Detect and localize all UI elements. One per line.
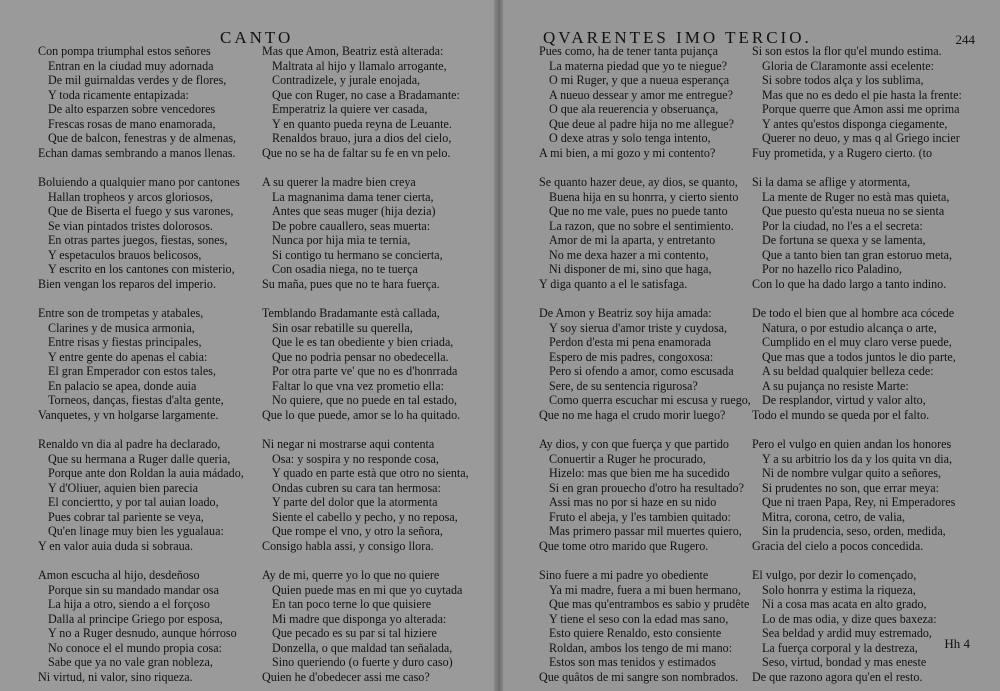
verse-line: Ay dios, y con que fuerça y que partido (539, 437, 729, 451)
verse-line: De pobre cauallero, seas muerta: (272, 218, 431, 233)
verse-line: Antes que seas muger (hija dezia) (272, 204, 436, 218)
verse-line: Que a tanto bien tan gran estoruo meta, (762, 247, 953, 262)
verse-line: Que mas que a todos juntos le dio parte, (762, 349, 956, 364)
verse-line: Quien he d'obedecer assi me caso? (262, 669, 430, 684)
verse-line: Donzella, o que maldad tan señalada, (272, 640, 453, 655)
verse-line: A nueuo dessear y amor me entregue? (549, 87, 734, 102)
verse-line: Amon escucha al hijo, desdeñoso (38, 568, 200, 582)
verse-line: Y d'Oliuer, aquien bien parecia (48, 480, 199, 495)
verse-line: Si son estos la flor qu'el mundo estima. (752, 44, 942, 58)
verse-line: A mi bien, a mi gozo y mi contento? (539, 145, 716, 160)
verse-line: O mi Ruger, y que a nueua esperança (549, 73, 730, 87)
running-head-left: CANTO (220, 28, 294, 47)
verse-line: Y quado en parte està que otro no sienta, (272, 466, 469, 480)
verse-line: Que deue al padre hija no me allegue? (549, 116, 735, 131)
stanza (539, 437, 751, 553)
verse-line: Cumplido en el muy claro verse puede, (762, 335, 952, 349)
verse-line: Que rompe el vno, y otro la señora, (272, 524, 443, 538)
verse-line: Y parte del dolor que la atormenta (272, 495, 438, 509)
verse-line: La fuerça corporal y la destreza, (762, 640, 918, 655)
verse-line: O que ala reuerencia y obseruança, (549, 102, 719, 116)
verse-line: No quiere, que no puede en tal estado, (272, 393, 458, 407)
verse-line: Por otra parte ve' que no es d'honrrada (272, 364, 458, 378)
verse-line: Gracia del cielo a pocos concedida. (752, 538, 924, 553)
verse-line: Amor de mi la aparta, y entretanto (549, 233, 716, 247)
verse-line: Se vian pintados tristes dolorosos. (48, 218, 213, 233)
stanza (752, 306, 962, 422)
verse-line: Querer no deuo, y mas q al Griego incier (762, 131, 960, 145)
verse-line: Frescas rosas de mano enamorada, (48, 116, 216, 131)
verse-line: Ya mi madre, fuera a mi buen hermano, (549, 582, 741, 597)
verse-line: Bien vengan los reparos del imperio. (38, 276, 216, 291)
verse-line: Si contigo tu hermano se concierta, (272, 247, 443, 262)
verse-line: Que mas qu'entrambos es sabio y prudête (549, 597, 750, 611)
left-page (0, 0, 497, 691)
verse-line: Espero de mis padres, congoxosa: (549, 349, 714, 364)
verse-line: Por no hazello rico Paladino, (762, 262, 903, 276)
stanza (38, 437, 244, 553)
verse-line: Que de Biserta el fuego y sus varones, (48, 204, 234, 218)
verse-line: Vanquetes, y vn holgarse largamente. (38, 407, 219, 422)
verse-line: Maltrata al hijo y llamalo arrogante, (272, 58, 447, 73)
verse-line: Que no me haga el crudo morir luego? (539, 407, 726, 422)
verse-line: El gran Emperador con estos tales, (48, 364, 216, 378)
verse-line: Quien puede mas en mi que yo cuytada (272, 582, 463, 597)
verse-line: Mas primero passar mil muertes quiero, (549, 524, 742, 538)
verse-line: Que lo que puede, amor se lo ha quitado. (262, 407, 461, 422)
verse-line: En palacio se apea, donde auia (48, 378, 197, 393)
verse-line: Contradizele, y jurale enojada, (272, 73, 421, 87)
verse-line: Fuy prometida, y a Rugero cierto. (to (752, 145, 933, 160)
verse-line: El vulgo, por dezir lo començado, (752, 568, 917, 582)
verse-line: La mente de Ruger no està mas quieta, (762, 189, 950, 204)
verse-line: Assi mas no por si haze en su nido (549, 495, 717, 509)
verse-line: Consigo habla assi, y consigo llora. (262, 538, 434, 553)
stanza (38, 306, 244, 422)
verse-line: Conuertir a Ruger he procurado, (549, 451, 706, 466)
verse-line: Temblando Bradamante està callada, (262, 306, 440, 320)
verse-line: Ni de nombre vulgar quito a señores, (762, 466, 942, 480)
verse-line: Y escrito en los cantones con misterio, (48, 262, 235, 276)
verse-line: Mas que Amon, Beatriz està alterada: (262, 44, 444, 58)
verse-line: Sino queriendo (o fuerte y duro caso) (272, 655, 453, 669)
verse-line: Roldan, ambos los tengo de mi mano: (549, 640, 733, 655)
verse-line: Y soy sierua d'amor triste y cuydosa, (549, 320, 728, 335)
verse-line: Porque sin su mandado mandar osa (48, 582, 219, 597)
verse-line: De que razono agora qu'en el resto. (752, 669, 923, 684)
verse-line: Pues cobrar tal pariente se veya, (48, 509, 204, 524)
verse-line: Faltar lo que vna vez prometio ella: (272, 378, 444, 393)
stanza (752, 44, 962, 160)
stanza (262, 44, 469, 160)
stanza (38, 175, 244, 291)
verse-line: A su pujança no resiste Marte: (762, 378, 909, 393)
verse-line: Mi madre que disponga yo alterada: (272, 611, 447, 626)
verse-line: Qu'en linage muy bien les ygualaua: (48, 524, 224, 538)
verse-line: Su maña, pues que no te hara fuerça. (262, 276, 440, 291)
stanza (539, 175, 751, 291)
verse-line: Con lo que ha dado largo a tanto indino. (752, 276, 947, 291)
page-number: 244 (955, 32, 975, 47)
verse-line: Y espetaculos brauos belicosos, (48, 247, 202, 262)
verse-line: Con pompa triumphal estos señores (38, 44, 211, 58)
verse-line: De todo el bien que al hombre aca cócede (752, 306, 955, 320)
verse-line: Clarines y de musica armonia, (48, 320, 195, 335)
stanza (752, 568, 962, 684)
verse-line: Osa: y sospira y no responde cosa, (272, 451, 439, 466)
verse-line: La razon, que no sobre el sentimiento. (549, 218, 734, 233)
stanza (262, 306, 469, 422)
verse-line: Emperatriz la quiere ver casada, (272, 102, 428, 116)
verse-line: Perdon d'esta mi pena enamorada (549, 335, 712, 349)
verse-line: Que no me vale, pues no puede tanto (549, 204, 728, 218)
verse-line: Que quâtos de mi sangre son nombrados. (539, 669, 739, 684)
verse-line: Con osadia niega, no te tuerça (272, 262, 418, 276)
verse-line: Porque ante don Roldan la auia mádado, (48, 466, 244, 480)
verse-line: Sea beldad y ardid muy estremado, (762, 626, 932, 640)
verse-line: Y tiene el seso con la edad mas sano, (549, 611, 729, 626)
printer-signature-mark: Hh 4 (944, 636, 970, 651)
verse-line: Que ni traen Papa, Rey, ni Emperadores (762, 495, 956, 509)
verse-line: Como querra escuchar mi escusa y ruego, (549, 393, 751, 407)
verse-line: La magnanima dama tener cierta, (272, 189, 434, 204)
verse-line: Mitra, corona, cetro, de valia, (762, 509, 906, 524)
stanza (262, 437, 469, 553)
verse-line: Si en gran prouecho d'otro ha resultado? (549, 480, 744, 495)
verse-line: Y no a Ruger desnudo, aunque hórroso (48, 626, 237, 640)
verse-line: Y en valor auia duda si sobraua. (38, 538, 194, 553)
verse-line: Ondas cubren su cara tan hermosa: (272, 480, 441, 495)
verse-line: Siente el cabello y pecho, y no reposa, (272, 509, 458, 524)
stanza (539, 44, 751, 160)
verse-line: Que no podria pensar no obedecella. (272, 349, 449, 364)
verse-line: De Amon y Beatriz soy hija amada: (539, 306, 712, 320)
verse-line: Lo de mas odia, y dize ques baxeza: (762, 611, 937, 626)
verse-line: Ni disponer de mi, sino que haga, (549, 262, 712, 276)
verse-line: Se quanto hazer deue, ay dios, se quanto, (539, 175, 738, 189)
verse-line: Por la ciudad, no l'es a el secreta: (762, 218, 923, 233)
verse-line: Buena hija en su honrra, y cierto siento (549, 189, 739, 204)
verse-line: No conoce el el mundo propia cosa: (48, 640, 222, 655)
verse-line: Dalla al principe Griego por esposa, (48, 611, 223, 626)
verse-line: Que pecado es su par si tal hiziere (272, 626, 437, 640)
left-column-1 (38, 44, 244, 684)
verse-line: En tan poco terne lo que quisiere (272, 597, 432, 611)
verse-line: Hizelo: mas que bien me ha sucedido (549, 466, 730, 480)
verse-line: La hija a otro, siendo a el forçoso (48, 597, 210, 611)
verse-line: Sin la prudencia, seso, orden, medida, (762, 524, 946, 538)
verse-line: A su querer la madre bien creya (262, 175, 416, 189)
verse-line: Natura, o por estudio alcança o arte, (762, 320, 937, 335)
verse-line: Renaldo vn dia al padre ha declarado, (38, 437, 221, 451)
verse-line: Ni virtud, ni valor, sino riqueza. (38, 669, 193, 684)
stanza (262, 175, 469, 291)
verse-line: Renaldos brauo, jura a dios del cielo, (272, 131, 452, 145)
verse-line: Que no se ha de faltar su fe en vn pelo. (262, 145, 451, 160)
verse-line: De alto esparzen sobre vencedores (48, 102, 216, 116)
verse-line: Pues como, ha de tener tanta pujança (539, 44, 718, 58)
verse-line: Porque querre que Amon assi me oprima (762, 102, 960, 116)
right-column-1 (539, 44, 751, 684)
verse-line: Ni negar ni mostrarse aqui contenta (262, 437, 435, 451)
verse-line: Y entre gente do apenas el cabia: (48, 349, 208, 364)
verse-line: No me dexa hazer a mi contento, (549, 247, 709, 262)
verse-line: Y diga quanto a el le satisfaga. (539, 276, 688, 291)
running-head-right: QVARENTES IMO TERCIO. (543, 28, 812, 47)
verse-line: Que de balcon, fenestras y de almenas, (48, 131, 237, 145)
verse-line: Fruto el abeja, y l'es tambien quitado: (549, 509, 731, 524)
verse-line: A su beldad qualquier belleza cede: (762, 364, 934, 378)
verse-line: Ay de mi, querre yo lo que no quiere (262, 568, 440, 582)
verse-line: Sino fuere a mi padre yo obediente (539, 568, 709, 582)
verse-line: Seso, virtud, bondad y mas eneste (762, 655, 927, 669)
verse-line: De mil guirnaldas verdes y de flores, (48, 73, 227, 87)
verse-line: Hallan tropheos y arcos gloriosos, (48, 189, 213, 204)
verse-line: El conciertto, y por tal auian loado, (48, 495, 219, 509)
verse-line: Solo honrra y estima la riqueza, (762, 582, 916, 597)
verse-line: Sere, de su sentencia rigurosa? (549, 378, 698, 393)
verse-line: Y antes qu'estos disponga ciegamente, (762, 116, 948, 131)
verse-line: Y en quanto pueda reyna de Leuante. (272, 116, 452, 131)
verse-line: Que tome otro marido que Rugero. (539, 538, 709, 553)
right-column-2 (752, 44, 962, 684)
verse-line: Todo el mundo se queda por el falto. (752, 407, 930, 422)
verse-line: Entre risas y fiestas principales, (48, 335, 202, 349)
stanza (262, 568, 469, 684)
verse-line: Entre son de trompetas y atabales, (38, 306, 204, 320)
verse-line: Que con Ruger, no case a Bradamante: (272, 87, 460, 102)
verse-line: Que le es tan obediente y bien criada, (272, 335, 454, 349)
verse-line: Y a su arbitrio los da y los quita vn dia, (762, 451, 952, 466)
verse-line: En otras partes juegos, fiestas, sones, (48, 233, 228, 247)
stanza (539, 306, 751, 422)
verse-line: Sabe que ya no vale gran nobleza, (48, 655, 213, 669)
verse-line: De resplandor, virtud y valor alto, (762, 393, 926, 407)
stanza (38, 44, 244, 160)
verse-line: Mas que no es dedo el pie hasta la frente: (762, 87, 962, 102)
left-column-2 (262, 44, 469, 684)
verse-line: Si la dama se aflige y atormenta, (752, 175, 911, 189)
verse-line: Nunca por hija mia te ternia, (272, 233, 411, 247)
verse-line: Ni a cosa mas acata en alto grado, (762, 597, 927, 611)
verse-line: Esto quiere Renaldo, esto consiente (549, 626, 722, 640)
verse-line: Entran en la ciudad muy adornada (48, 58, 214, 73)
verse-line: O dexe atras y solo tenga intento, (549, 131, 711, 145)
verse-line: Gloria de Claramonte assi ecelente: (762, 58, 934, 73)
stanza (752, 437, 962, 553)
verse-line: Sin osar rebatille su querella, (272, 320, 413, 335)
verse-line: Si prudentes no son, que errar meya: (762, 480, 939, 495)
verse-line: Que su hermana a Ruger dalle queria, (48, 451, 231, 466)
verse-line: Pero el vulgo en quien andan los honores (752, 437, 952, 451)
verse-line: Pero si ofendo a amor, como escusada (549, 364, 734, 378)
verse-line: La materna piedad que yo te niegue? (549, 58, 727, 73)
verse-line: Estos son mas tenidos y estimados (549, 655, 716, 669)
verse-line: Y toda ricamente entapizada: (48, 87, 189, 102)
stanza (38, 568, 244, 684)
right-page (503, 0, 1000, 691)
verse-line: Que puesto qu'esta nueua no se sienta (762, 204, 945, 218)
verse-line: Boluiendo a qualquier mano por cantones (38, 175, 240, 189)
stanza (752, 175, 962, 291)
verse-line: De fortuna se quexa y se lamenta, (762, 233, 926, 247)
verse-line: Torneos, danças, fiestas d'alta gente, (48, 393, 224, 407)
verse-line: Si sobre todos alça y los sublima, (762, 73, 924, 87)
verse-line: Echan damas sembrando a manos llenas. (38, 145, 236, 160)
stanza (539, 568, 751, 684)
